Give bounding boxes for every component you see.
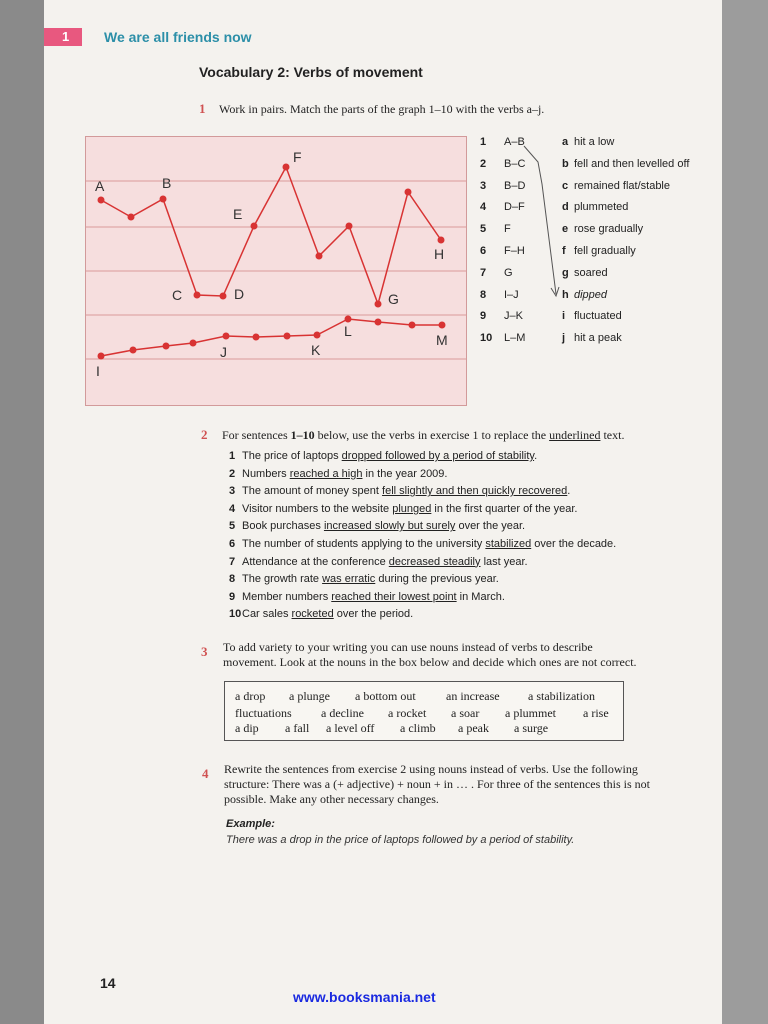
graph-label-h: H <box>434 246 445 262</box>
page-edge <box>722 0 768 1024</box>
graph-label-c: C <box>172 287 183 303</box>
match-number: 10 <box>480 332 493 345</box>
sentence-number: 5 <box>229 520 236 533</box>
sentence-number: 6 <box>229 538 236 550</box>
exercise-1-number: 1 <box>199 101 206 116</box>
sentence-underlined: reached their lowest point <box>331 590 457 603</box>
noun-item: a peak <box>458 721 489 735</box>
sentence-row <box>229 556 528 570</box>
match-verb: remained flat/stable <box>574 179 670 192</box>
graph-label-f: F <box>293 149 302 165</box>
match-part: I–J <box>504 288 519 301</box>
exercise-4-line-1: Rewrite the sentences from exercise 2 using nouns instead of verbs. Use the following <box>224 762 638 776</box>
match-verb: hit a low <box>574 136 615 148</box>
sentence-row <box>229 591 505 605</box>
noun-item: a soar <box>451 706 480 720</box>
section-title: Vocabulary 2: Verbs of movement <box>199 64 423 80</box>
graph-label-g: G <box>388 291 399 307</box>
match-verb: fluctuated <box>574 310 622 323</box>
page-number: 14 <box>100 975 116 991</box>
match-number: 9 <box>480 310 487 323</box>
match-verb: hit a peak <box>574 332 622 345</box>
sentence-underlined: plunged <box>392 502 432 515</box>
exercise-1-instruction: Work in pairs. Match the parts of the graph 1–10 with the verbs a–j. <box>219 102 545 116</box>
chapter-number: 1 <box>62 29 70 44</box>
website-link[interactable]: www.booksmania.net <box>293 989 436 1005</box>
match-number: 8 <box>480 288 487 301</box>
sentence-row <box>229 468 447 482</box>
noun-item: a dip <box>235 721 259 735</box>
match-part: L–M <box>504 332 526 345</box>
match-letter: g <box>562 266 569 279</box>
sentence-text: The amount of money spent <box>242 485 383 498</box>
sentence-text: over the period. <box>333 608 414 621</box>
sentence-row <box>229 503 578 517</box>
sentence-underlined: decreased steadily <box>388 555 481 568</box>
exercise-2-number: 2 <box>201 427 208 442</box>
sentence-text: The growth rate <box>242 573 323 586</box>
match-verb: fell and then levelled off <box>574 157 690 170</box>
match-verb: plummeted <box>574 201 629 214</box>
graph-svg <box>86 137 466 405</box>
noun-item: a surge <box>514 721 549 735</box>
exercise-3-line-1: To add variety to your writing you can use nouns instead of verbs to describe <box>223 640 593 654</box>
exercise-4-line-2: structure: There was a (+ adjective) + noun + in … . For three of the sentences this is not <box>224 777 650 791</box>
match-part: D–F <box>504 201 525 214</box>
sentence-number: 3 <box>229 485 236 498</box>
sentence-underlined: was erratic <box>322 573 376 586</box>
example-text: There was a drop in the price of laptops followed by a period of stability. <box>226 834 575 846</box>
noun-item: an increase <box>446 689 500 703</box>
match-letter: b <box>562 157 569 170</box>
sentence-text: Book purchases <box>242 520 324 533</box>
match-verb: dipped <box>574 288 608 301</box>
match-part: J–K <box>504 310 523 323</box>
match-letter: i <box>562 310 566 323</box>
noun-item: a climb <box>400 721 436 735</box>
noun-item: fluctuations <box>235 706 292 720</box>
match-part: G <box>504 266 513 279</box>
example-label: Example: <box>226 818 275 830</box>
exercise-2-instruction <box>222 428 624 443</box>
match-letter: a <box>562 136 569 148</box>
match-number: 3 <box>480 179 487 192</box>
sentence-row <box>229 450 537 464</box>
graph-label-d: D <box>234 286 245 302</box>
noun-item: a bottom out <box>355 689 416 703</box>
exercise-3-line-2: movement. Look at the nouns in the box below and decide which ones are not correct. <box>223 655 637 669</box>
match-number: 6 <box>480 245 487 257</box>
match-letter: f <box>562 245 566 257</box>
sentence-text: Car sales <box>242 608 292 621</box>
match-number: 2 <box>480 157 487 170</box>
graph-label-e: E <box>233 206 243 222</box>
match-letter: h <box>562 288 569 301</box>
instruction-text: below, use the verbs in exercise 1 to replace the <box>314 428 550 442</box>
graph-label-m: M <box>436 332 448 348</box>
noun-box <box>224 681 624 741</box>
sentence-row <box>229 485 570 499</box>
noun-item: a rocket <box>388 706 427 720</box>
instruction-range: 1–10 <box>290 428 315 442</box>
noun-item: a plunge <box>289 689 330 703</box>
sentence-underlined: stabilized <box>485 538 532 550</box>
match-letter: j <box>562 332 566 345</box>
sentence-text: The number of students applying to the university <box>242 538 486 550</box>
sentence-underlined: dropped followed by a period of stability <box>341 450 535 462</box>
sentence-number: 9 <box>229 590 236 603</box>
graph-label-j: J <box>220 344 227 360</box>
sentence-text: in the year 2009. <box>362 467 448 480</box>
sentence-row <box>229 538 616 552</box>
instruction-text: text. <box>600 428 625 442</box>
sentence-text: Visitor numbers to the website <box>242 502 393 515</box>
match-number: 5 <box>480 223 487 236</box>
exercise-4-number: 4 <box>202 766 209 781</box>
sentence-row <box>229 520 525 534</box>
sentence-text: over the decade. <box>531 538 617 550</box>
match-verb: rose gradually <box>574 223 644 236</box>
match-verb: fell gradually <box>574 245 636 257</box>
graph-label-l: L <box>344 323 352 339</box>
sentence-number: 8 <box>229 573 236 586</box>
match-verb: soared <box>574 266 608 279</box>
matching-line <box>520 144 560 304</box>
sentence-text: in the first quarter of the year. <box>431 502 578 515</box>
sentence-number: 2 <box>229 467 236 480</box>
match-part: F <box>504 223 511 236</box>
noun-item: a fall <box>285 721 310 735</box>
sentence-underlined: rocketed <box>291 608 334 621</box>
match-number: 1 <box>480 136 487 148</box>
match-part: A–B <box>504 136 525 148</box>
match-part: B–C <box>504 157 526 170</box>
sentence-underlined: fell slightly and then quickly recovered <box>382 485 568 498</box>
noun-item: a level off <box>326 721 375 735</box>
sentence-text: over the year. <box>455 520 526 533</box>
sentence-row <box>229 573 499 587</box>
sentence-number: 10 <box>229 608 242 621</box>
sentence-text: . <box>534 450 538 462</box>
match-number: 4 <box>480 201 487 214</box>
noun-item: a decline <box>321 706 364 720</box>
exercise-3-number: 3 <box>201 644 208 659</box>
sentence-underlined: reached a high <box>289 467 363 480</box>
graph-label-b: B <box>162 175 172 191</box>
sentence-underlined: increased slowly but surely <box>323 520 456 533</box>
sentence-text: last year. <box>480 555 528 568</box>
match-letter: d <box>562 201 569 214</box>
sentence-text: in March. <box>456 590 505 603</box>
noun-item: a stabilization <box>528 689 595 703</box>
sentence-text: Attendance at the conference <box>242 555 389 568</box>
sentence-text: during the previous year. <box>375 573 499 586</box>
instruction-text: For sentences <box>222 428 291 442</box>
sentence-text: Numbers <box>242 467 290 480</box>
match-part: F–H <box>504 245 525 257</box>
sentence-text: The price of laptops <box>242 450 342 462</box>
sentence-text: Member numbers <box>242 590 332 603</box>
sentence-row <box>229 608 413 622</box>
match-letter: c <box>562 179 569 192</box>
chapter-title: We are all friends now <box>104 29 252 45</box>
match-letter: e <box>562 223 569 236</box>
match-number: 7 <box>480 266 487 279</box>
sentence-number: 7 <box>229 555 236 568</box>
sentence-number: 4 <box>229 502 236 515</box>
graph-label-a: A <box>95 178 105 194</box>
movement-graph <box>85 136 467 406</box>
sentence-text: . <box>567 485 571 498</box>
exercise-4-line-3: possible. Make any other necessary changes. <box>224 792 439 806</box>
instruction-underlined: underlined <box>549 428 601 442</box>
graph-label-i: I <box>96 363 100 379</box>
match-part: B–D <box>504 179 526 192</box>
noun-item: a drop <box>235 689 266 703</box>
sentence-number: 1 <box>229 450 236 462</box>
noun-item: a plummet <box>505 706 556 720</box>
noun-item: a rise <box>583 706 609 720</box>
graph-label-k: K <box>311 342 321 358</box>
